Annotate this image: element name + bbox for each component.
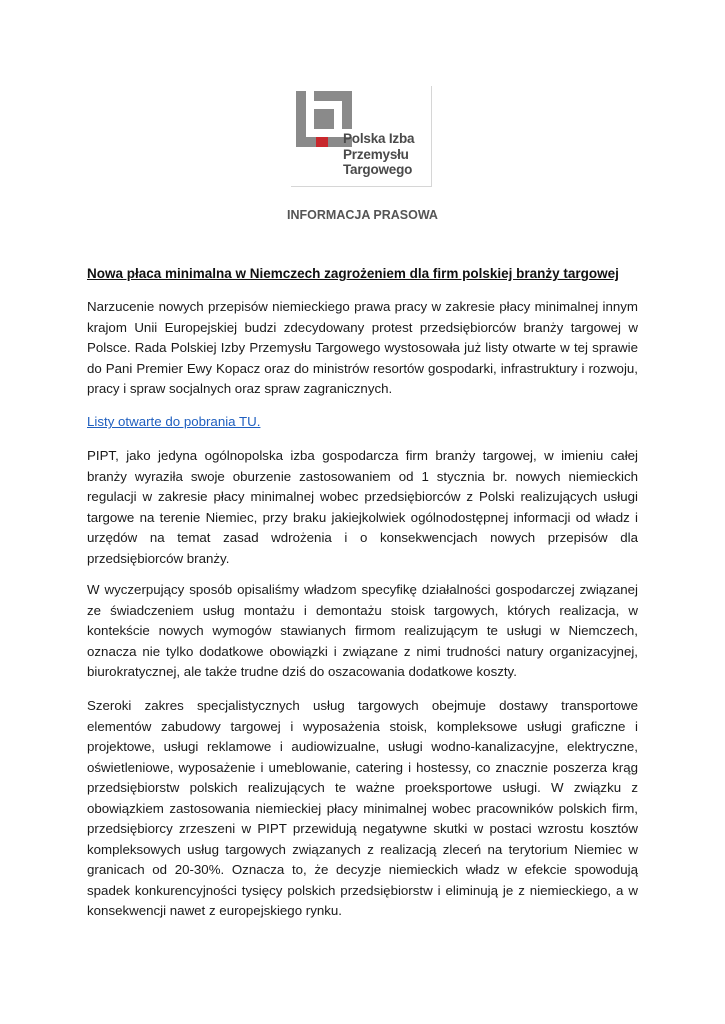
organization-logo <box>291 86 432 187</box>
paragraph-3: W wyczerpujący sposób opisaliśmy władzom specyfikę działalności gospodarczej związanej ze świadczeniem usług montażu i demontażu stoisk targowych, których realizacja, w kontekście nowych wymogów stawianych firmom realizującym te usługi w Niemczech, oznacza nie tylko dodatkowe obowiązki i związane z nimi trudności natury organizacyjnej, biurokratycznej, ale także trudne dziś do oszacowania dodatkowe koszty. <box>87 582 638 679</box>
logo-line-2: Przemysłu <box>343 146 409 162</box>
paragraph-1: Narzucenie nowych przepisów niemieckiego prawa pracy w zakresie płacy minimalnej innym krajom Unii Europejskiej budzi zdecydowany protest przedsiębiorców branży targowej w Polsce. Rada Polskiej Izby Przemysłu Targowego wystosowała już listy otwarte w tej sprawie do Pani Premier Ewy Kopacz oraz do ministrów resortów gospodarki, infrastruktury i rozwoju, pracy i spraw socjalnych oraz spraw zagranicznych. <box>87 299 638 396</box>
press-release-header: INFORMACJA PRASOWA <box>287 208 438 222</box>
article-title: Nowa płaca minimalna w Niemczech zagrożeniem dla firm polskiej branży targowej <box>87 266 619 281</box>
paragraph-4: Szeroki zakres specjalistycznych usług targowych obejmuje dostawy transportowe elementów zabudowy targowej i wyposażenia stoisk, kompleksowe usługi graficzne i projektowe, usługi reklamowe i audiowizualne, usługi wodno-kanalizacyjne, elektryczne, oświetleniowe, wyposażenie i umeblowanie, catering i hostessy, co znacznie poszerza krąg przedsiębiorstw polskich realizujących te ważne proeksportowe usługi. W związku z obowiązkiem zastosowania niemieckiej płacy minimalnej wobec pracowników polskich firm, przedsiębiorcy zrzeszeni w PIPT przewidują negatywne skutki w postaci wzrostu kosztów kompleksowych usług targowych związanych z realizacją zleceń na terytorium Niemiec w granicach od 20-30%. Oznacza to, że decyzje niemieckich władz w efekcie spowodują spadek konkurencyjności tysięcy polskich przedsiębiorstw i eliminują je z niemieckiego, a w konsekwencji nawet z europejskiego rynku. <box>87 698 638 918</box>
download-letters-link[interactable]: Listy otwarte do pobrania TU. <box>87 414 261 429</box>
logo-line-1: Polska Izba <box>343 131 415 146</box>
logo-line-3: Targowego <box>343 162 413 177</box>
paragraph-2: PIPT, jako jedyna ogólnopolska izba gospodarcza firm branży targowej, w imieniu całej branży wyraziła swoje oburzenie zastosowaniem od 1 stycznia br. nowych niemieckich regulacji w zakresie płacy minimalnej wobec przedsiębiorców z Polski realizujących usługi targowe na terenie Niemiec, przy braku jakiejkolwiek ogólnodostępnej informacji od władz i urzędów na temat zasad wdrożenia i o konsekwencjach nowych przepisów dla przedsiębiorców branży. <box>87 448 638 566</box>
logo-text <box>343 131 414 178</box>
